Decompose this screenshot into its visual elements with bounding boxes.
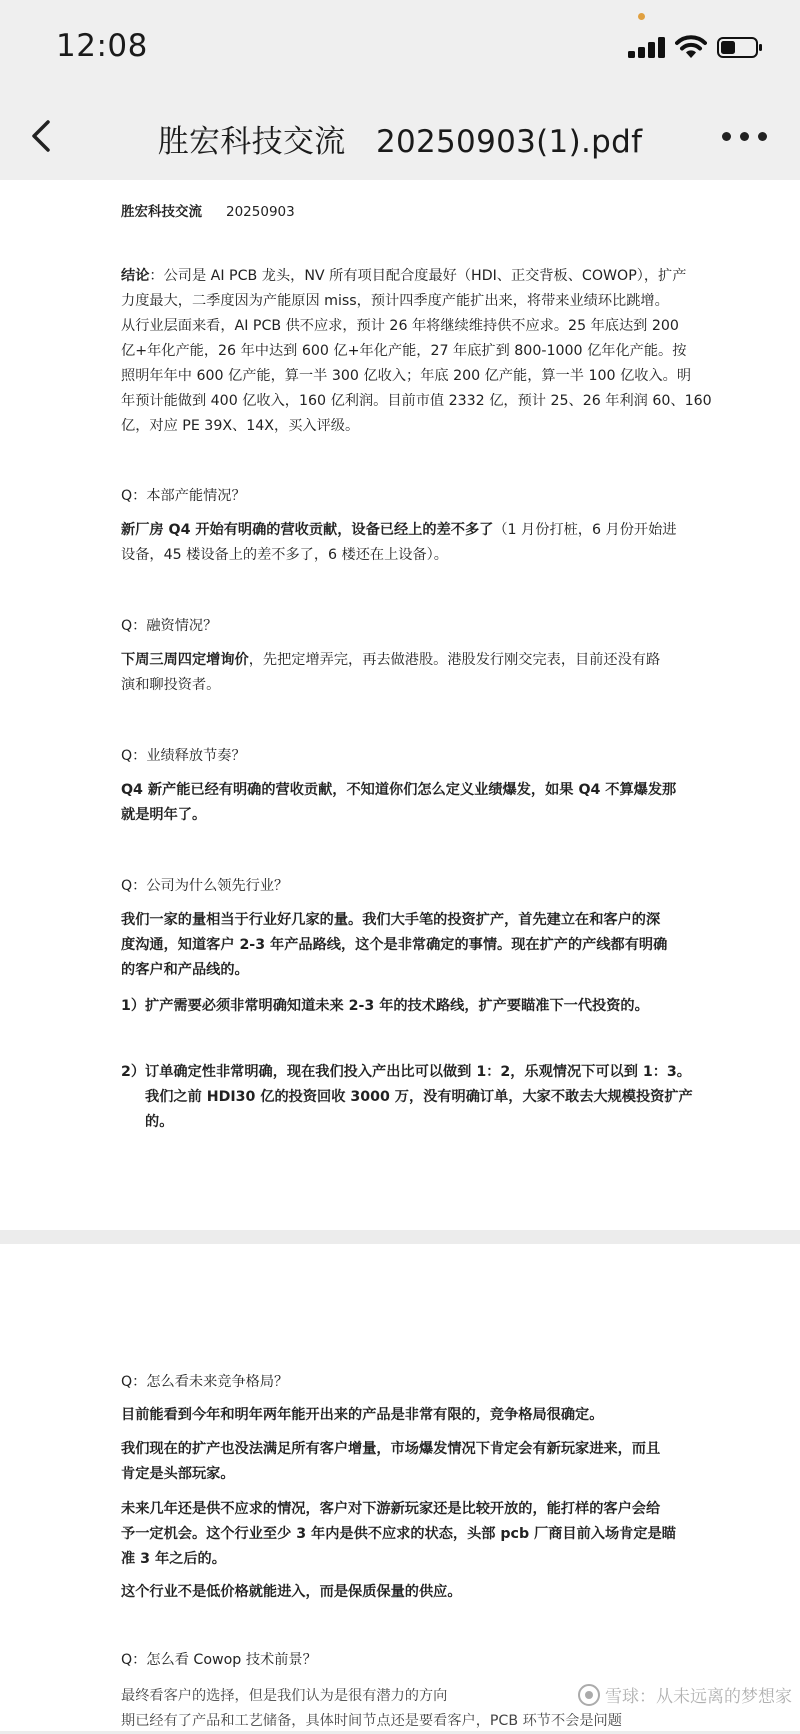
pdf-page-1: 胜宏科技交流 20250903 结论：公司是 AI PCB 龙头，NV 所有项目配合度最好（HDI、正交背板、COWOP），扩产 力度最大，二季度因为产能原因 miss，预计四季度产能扩出来，将带来业绩环比跳增。 从行业层面来看，AI PCB 供不应求，预计 26 年将继续维持供不应求。25 年底达到 200 亿+年化产能，26 年中达到 600 亿+年化产能，27 年底扩到 800-1000 亿年化产能。按 照明年年中 600 亿产能，算一半 300 亿收入；年底 200 亿产能，算一半 100 亿收入。明 年预计能做到 400 亿收入，160 亿利润。目前市值 2332 亿，预计 25、26 年利润 60、160 亿，对应 PE 39X、14X，买入评级。 Q：本部产能情况？ 新厂房 Q4 开始有明确的营收贡献，设备已经上的差不多了（1 月份打桩，6 月份开始进 设备，45 楼设备上的差不多了，6 楼还在上设备）。 Q：融资情况？ 下周三周四定增询价，先把定增弄完，再去做港股。港股发行刚交完表，目前还没有路 演和聊投资者。 Q：业绩释放节奏？ Q4 新产能已经有明确的营收贡献，不知道你们怎么定义业绩爆发，如果 Q4 不算爆发那 就是明年了。 Q：公司为什么领先行业？ 我们一家的量相当于行业好几家的量。我们大手笔的投资扩产，首先建立在和客户的深 度沟通，知道客户 2-3 年产品路线，这个是非常确定的事情。现在扩产的产线都有明确 的客户和产品线的。 1）扩产需要必须非常明确知道未来 2-3 年的技术路线，扩产要瞄准下一代投资的。 2）订单确定性非常明确，现在我们投入产出比可以做到 1：2，乐观情况下可以到 1：3。 我们之前 HDI30 亿的投资回收 3000 万，没有明确订单，大家不敢去大规模投资扩产 的。 — [0, 180, 800, 1230]
document-title: 胜宏科技交流 20250903(1).pdf — [157, 124, 643, 160]
status-bar — [0, 0, 800, 96]
answer-paragraph: 这个行业不是低价格就能进入，而是保质保量的供应。 — [121, 1584, 462, 1600]
more-options-icon[interactable] — [722, 132, 768, 144]
status-time: 12:08 — [56, 28, 148, 64]
list-item: 1）扩产需要必须非常明确知道未来 2-3 年的技术路线，扩产要瞄准下一代投资的。 — [121, 998, 649, 1014]
snowball-logo-icon — [577, 1683, 601, 1707]
watermark — [577, 1682, 792, 1707]
battery-icon — [717, 37, 763, 58]
pdf-page-2: Q：怎么看未来竞争格局？ 目前能看到今年和明年两年能开出来的产品是非常有限的，竞争格局很确定。 我们现在的扩产也没法满足所有客户增量，市场爆发情况下肯定会有新玩家进来，而且 肯定是头部玩家。 未来几年还是供不应求的情况，客户对下游新玩家还是比较开放的，能打样的客户会给 予一定机会。这个行业至少 3 年内是供不应求的状态，头部 pcb 厂商目前入场肯定是瞄 准 3 年之后的。 这个行业不是低价格就能进入，而是保质保量的供应。 Q：怎么看 Cowop 技术前景？ 最终看客户的选择，但是我们认为是很有潜力的方向 期已经有了产品和工艺储备，具体时间节点还是要看客户，PCB 环节不会是问题 雪球：从未远离的梦想家 — [0, 1244, 800, 1731]
question-heading: Q：业绩释放节奏？ — [121, 748, 246, 764]
doc-header: 胜宏科技交流 20250903 — [121, 204, 295, 220]
question-heading: Q：本部产能情况？ — [121, 488, 246, 504]
question-heading: Q：融资情况？ — [121, 618, 218, 634]
watermark-text: 雪球：从未远离的梦想家 — [605, 1687, 792, 1707]
question-heading: Q：怎么看未来竞争格局？ — [121, 1374, 289, 1390]
privacy-indicator-dot — [638, 13, 645, 20]
cellular-signal-icon — [628, 36, 668, 58]
back-icon[interactable] — [24, 114, 64, 158]
question-heading: Q：怎么看 Cowop 技术前景？ — [121, 1652, 317, 1668]
answer-paragraph: 目前能看到今年和明年两年能开出来的产品是非常有限的，竞争格局很确定。 — [121, 1407, 604, 1423]
question-heading: Q：公司为什么领先行业？ — [121, 878, 289, 894]
wifi-icon — [675, 34, 707, 60]
nav-bar — [0, 96, 800, 180]
